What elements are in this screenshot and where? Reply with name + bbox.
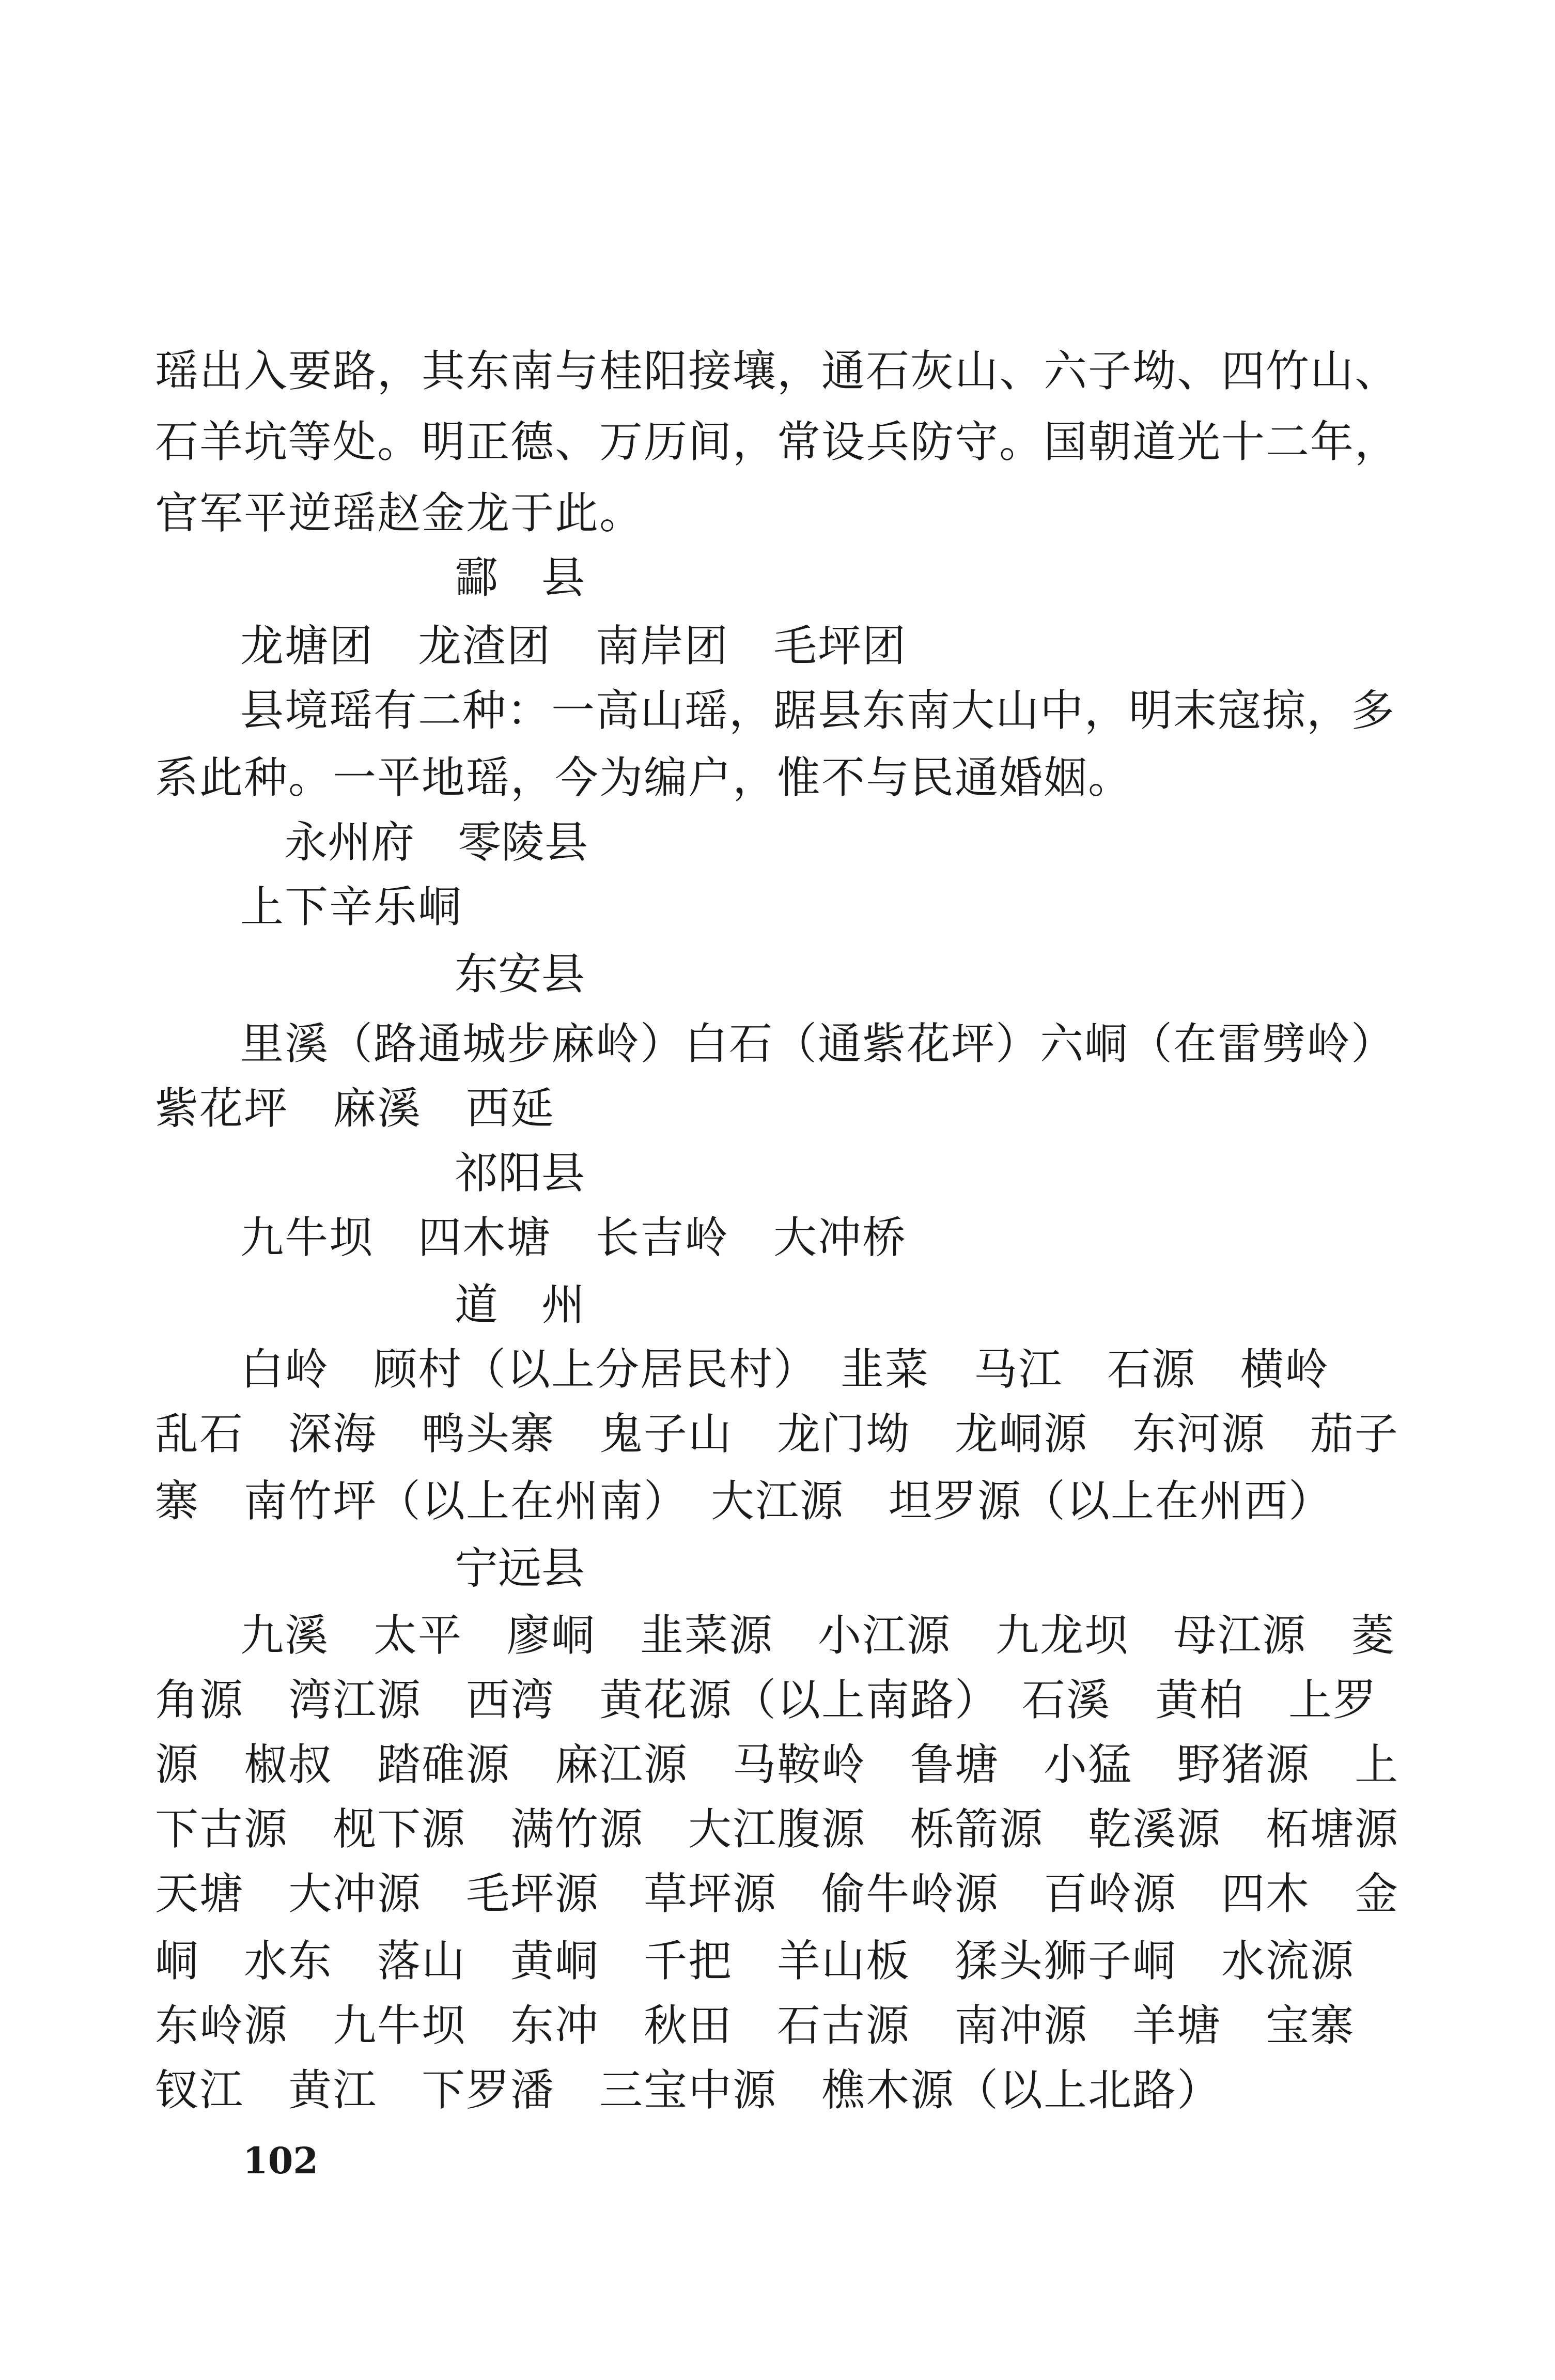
text-line: 峒 水东 落山 黄峒 千把 羊山板 猱头狮子峒 水流源	[155, 1936, 1355, 1986]
text-line: 角源 湾江源 西湾 黄花源（以上南路） 石溪 黄柏 上罗	[155, 1675, 1378, 1725]
text-line: 石羊坑等处。明正德、万历间，常设兵防守。国朝道光十二年，	[155, 416, 1400, 467]
text-line: 白岭 顾村（以上分居民村） 韭菜 马江 石源 横岭	[240, 1344, 1330, 1395]
section-heading: 祁阳县	[455, 1148, 585, 1198]
text-line: 上下辛乐峒	[240, 882, 463, 932]
section-heading: 道 州	[455, 1279, 585, 1330]
text-line: 钗江 黄江 下罗潘 三宝中源 樵木源（以上北路）	[155, 2065, 1222, 2115]
section-heading: 酃 县	[455, 552, 585, 603]
text-line: 县境瑶有二种：一高山瑶，踞县东南大山中，明末寇掠，多	[240, 685, 1396, 736]
text-line: 九溪 太平 廖峒 韭菜源 小江源 九龙坝 母江源 菱	[240, 1610, 1396, 1661]
text-line: 系此种。一平地瑶，今为编户，惟不与民通婚姻。	[155, 752, 1133, 803]
text-line: 天塘 大冲源 毛坪源 草坪源 偷牛岭源 百岭源 四木 金	[155, 1868, 1400, 1919]
text-line: 瑶出入要路，其东南与桂阳接壤，通石灰山、六子坳、四竹山、	[155, 346, 1400, 396]
text-line: 源 椒叔 踏碓源 麻江源 马鞍岭 鲁塘 小猛 野猪源 上	[155, 1739, 1400, 1790]
page-number: 102	[243, 2139, 319, 2182]
section-heading: 宁远县	[455, 1543, 585, 1594]
text-line: 寨 南竹坪（以上在州南） 大江源 坦罗源（以上在州西）	[155, 1476, 1333, 1526]
text-line: 紫花坪 麻溪 西延	[155, 1083, 555, 1134]
text-line: 龙塘团 龙渣团 南岸团 毛坪团	[240, 621, 907, 671]
text-line: 东岭源 九牛坝 东冲 秋田 石古源 南冲源 羊塘 宝寨	[155, 2000, 1355, 2051]
text-line: 乱石 深海 鸭头寨 鬼子山 龙门坳 龙峒源 东河源 茄子	[155, 1409, 1400, 1459]
text-line: 里溪（路通城步麻岭）白石（通紫花坪）六峒（在雷劈岭）	[240, 1018, 1396, 1069]
section-heading: 东安县	[455, 949, 585, 999]
text-line: 下古源 枧下源 满竹源 大江腹源 栎箭源 乾溪源 柘塘源	[155, 1804, 1400, 1854]
section-heading: 永州府 零陵县	[284, 817, 588, 868]
text-line: 官军平逆瑶赵金龙于此。	[155, 488, 644, 538]
text-line: 九牛坝 四木塘 长吉岭 大冲桥	[240, 1212, 907, 1263]
